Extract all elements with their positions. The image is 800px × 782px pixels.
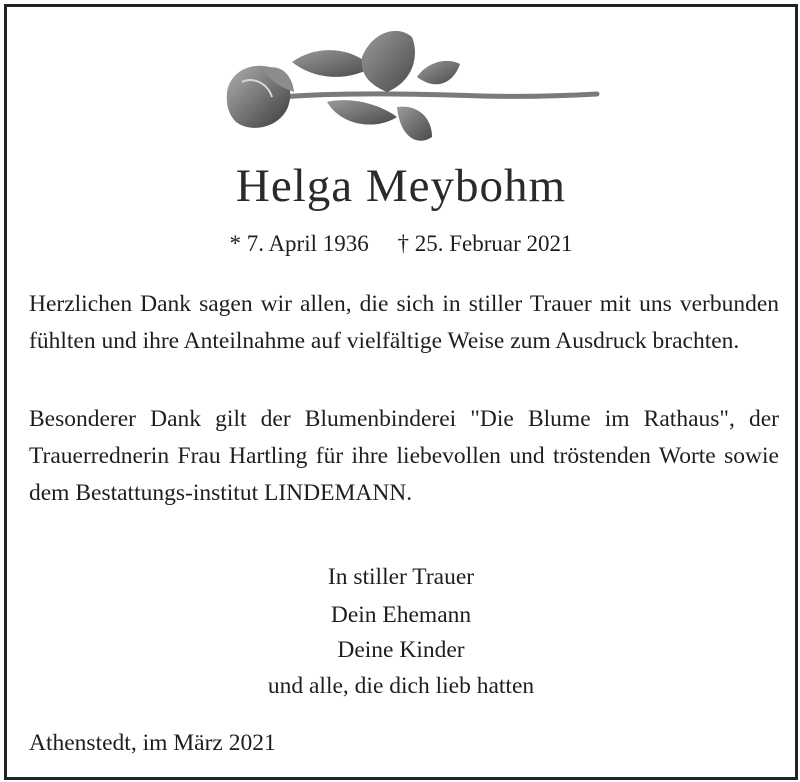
rose-icon — [222, 22, 602, 157]
signature-husband: Dein Ehemann — [330, 602, 472, 628]
closing-line: In stiller Trauer — [327, 564, 475, 590]
deceased-name: Helga Meybohm — [235, 160, 567, 212]
place-date: Athenstedt, im März 2021 — [29, 730, 276, 756]
signature-children: Deine Kinder — [337, 637, 465, 663]
life-dates: * 7. April 1936 † 25. Februar 2021 — [229, 231, 573, 256]
special-thanks-paragraph: Besonderer Dank gilt der Blumenbinderei "Die Blume im Rathaus", der Trauerrednerin Frau Hartling für ihre liebevollen und tröstenden Worte sowie dem Bestattungs-institut LINDEMANN. — [29, 406, 779, 506]
thanks-paragraph: Herzlichen Dank sagen wir allen, die sich in stiller Trauer mit uns verbunden fühlten und ihre Anteilnahme auf vielfältige Weise zum Ausdruck brachten. — [29, 291, 779, 354]
signature-others: und alle, die dich lieb hatten — [267, 673, 535, 699]
obituary-frame — [4, 4, 798, 780]
